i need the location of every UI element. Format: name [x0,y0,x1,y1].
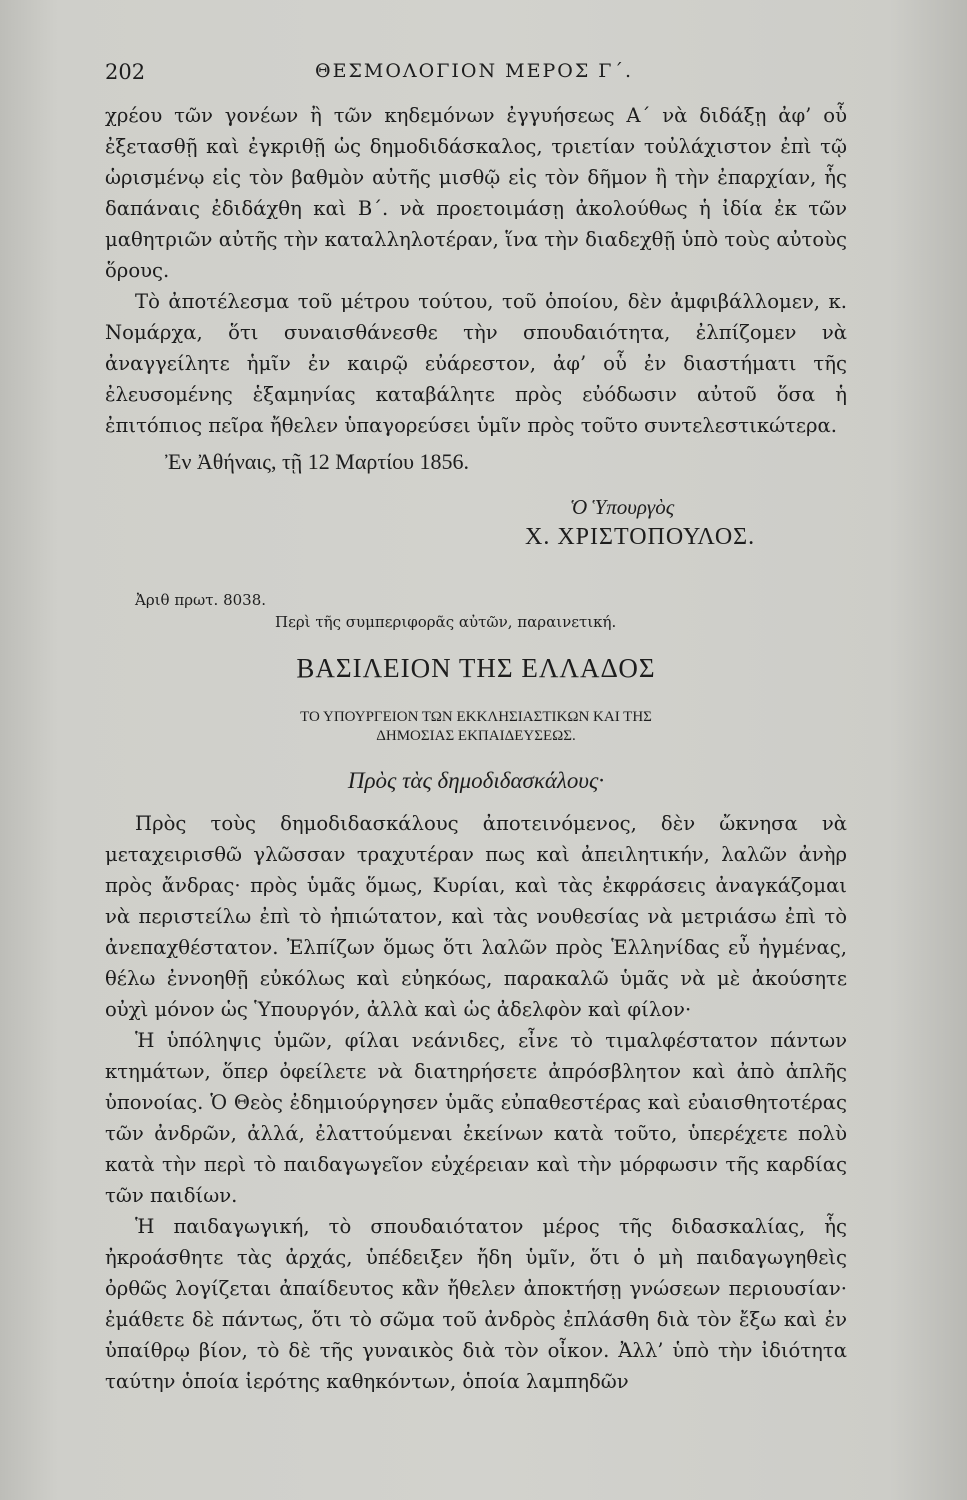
paragraph-3: Πρὸς τοὺς δημοδιδασκάλους ἀποτεινόμενος, δὲν ὤκνησα νὰ μεταχειρισθῶ γλῶσσαν τραχυτέραν πως καὶ ἀπειλητικήν, λαλῶν ἀνὴρ πρὸς ἄνδρας· πρὸς ὑμᾶς ὅμως, Κυρίαι, καὶ τὰς ἐκφράσεις ἀναγκάζομαι νὰ περιστείλω ἐπὶ τὸ ἠπιώτατον, καὶ τὰς νουθεσίας νὰ μετριάσω ἐπὶ τὸ ἀνεπαχθέστατον. Ἐλπίζων ὅμως ὅτι λαλῶν πρὸς Ἑλληνίδας εὖ ἠγμένας, θέλω ἐννοηθῇ εὐκόλως καὶ εὐηκόως, παρακαλῶ ὑμᾶς νὰ μὲ ἀκούσητε οὐχὶ μόνον ὡς Ὑπουργόν, ἀλλὰ καὶ ὡς ἀδελφὸν καὶ φίλον· [105,812,847,1021]
page-number: 202 [105,60,146,84]
document-number: Ἀριθ πρωτ. 8038. [135,591,267,609]
page-header [105,60,847,100]
date-line: Ἐν Ἀθήναις, τῇ 12 Μαρτίου 1856. [165,449,470,474]
letter-body [105,808,847,1397]
ministry-line-2: ΔΗΜΟΣΙΑΣ ΕΚΠΑΙΔΕΥΣΕΩΣ. [376,728,576,744]
ministry-line-1: ΤΟ ΥΠΟΥΡΓΕΙΟΝ ΤΩΝ ΕΚΚΛΗΣΙΑΣΤΙΚΩΝ ΚΑΙ ΤΗΣ [300,709,652,725]
ministry-heading [105,708,847,746]
signature-name: Χ. ΧΡΙΣΤΟΠΟΥΛΟΣ. [525,524,756,550]
kingdom-heading: ΒΑΣΙΛΕΙΟΝ ΤΗΣ ΕΛΛΑΔΟΣ [296,653,656,683]
signature-role: Ὁ Ὑπουργὸς [570,495,675,519]
paragraph-2: Τὸ ἀποτέλεσμα τοῦ μέτρου τούτου, τοῦ ὁποίου, δὲν ἀμφιβάλλομεν, κ. Νομάρχα, ὅτι συναισθάνεσθε τὴν σπουδαιότητα, ἐλπίζομεν νὰ ἀναγγείλητε ἡμῖν ἐν καιρῷ εὐάρεστον, ἀφ’ οὗ ἐν διαστήματι τῆς ἐλευσομένης ἑξαμηνίας καταβάλητε πρὸς εὐόδωσιν αὐτοῦ ὅσα ἡ ἐπιτόπιος πεῖρα ἤθελεν ὑπαγορεύσει ὑμῖν πρὸς τοῦτο συντελεστικώτερα. [105,290,847,437]
address-line: Πρὸς τὰς δημοδιδασκάλους· [347,768,605,793]
paragraph-1: χρέου τῶν γονέων ἢ τῶν κηδεμόνων ἐγγυήσεως Α΄ νὰ διδάξῃ ἀφ’ οὗ ἐξετασθῇ καὶ ἐγκριθῇ ὡς δημοδιδάσκαλος, τριετίαν τοὐλάχιστον ἐπὶ τῷ ὡρισμένῳ εἰς τὸν βαθμὸν αὐτῆς μισθῷ εἰς τὸν δῆμον ἢ τὴν ἐπαρχίαν, ἧς δαπάναις ἐδιδάχθη καὶ Β΄. νὰ προετοιμάσῃ ἀκολούθως ἡ ἰδία ἐκ τῶν μαθητριῶν αὐτῆς τὴν καταλληλοτέραν, ἵνα τὴν διαδεχθῇ ὑπὸ τοὺς αὐτοὺς ὅρους. [105,104,847,282]
paragraph-5: Ἡ παιδαγωγική, τὸ σπουδαιότατον μέρος τῆς διδασκαλίας, ἧς ἠκροάσθητε τὰς ἀρχάς, ὑπέδειξεν ἤδη ὑμῖν, ὅτι ὁ μὴ παιδαγωγηθεὶς ὀρθῶς λογίζεται ἀπαίδευτος κἂν ἤθελεν ἀποκτήσῃ γνώσεων περιουσίαν· ἐμάθετε δὲ πάντως, ὅτι τὸ σῶμα τοῦ ἀνδρὸς ἐπλάσθη διὰ τὸν ἔξω καὶ ἐν ὑπαίθρῳ βίον, τὸ δὲ τῆς γυναικὸς διὰ τὸν οἶκον. Ἀλλ’ ὑπὸ τὴν ἰδιότητα ταύτην ὁποία ἱερότης καθηκόντων, ὁποία λαμπηδῶν [105,1215,847,1393]
document-subject: Περὶ τῆς συμπεριφορᾶς αὐτῶν, παραινετική. [275,613,617,631]
paragraph-4: Ἡ ὑπόληψις ὑμῶν, φίλαι νεάνιδες, εἶνε τὸ τιμαλφέστατον πάντων κτημάτων, ὅπερ ὀφείλετε νὰ διατηρήσετε ἀπρόσβλητον καὶ ἀπὸ ἁπλῆς ὑπονοίας. Ὁ Θεὸς ἐδημιούργησεν ὑμᾶς εὐπαθεστέρας καὶ εὐαισθητοτέρας τῶν ἀνδρῶν, ἀλλά, ἐλαττούμεναι ἐκείνων κατὰ τοῦτο, ὑπερέχετε πολὺ κατὰ τὴν περὶ τὸ παιδαγωγεῖον εὐχέρειαν καὶ τὴν μόρφωσιν τῆς καρδίας τῶν παιδίων. [105,1029,847,1207]
running-title: ΘΕΣΜΟΛΟΓΙΟΝ ΜΕΡΟΣ Γ΄. [315,60,634,82]
